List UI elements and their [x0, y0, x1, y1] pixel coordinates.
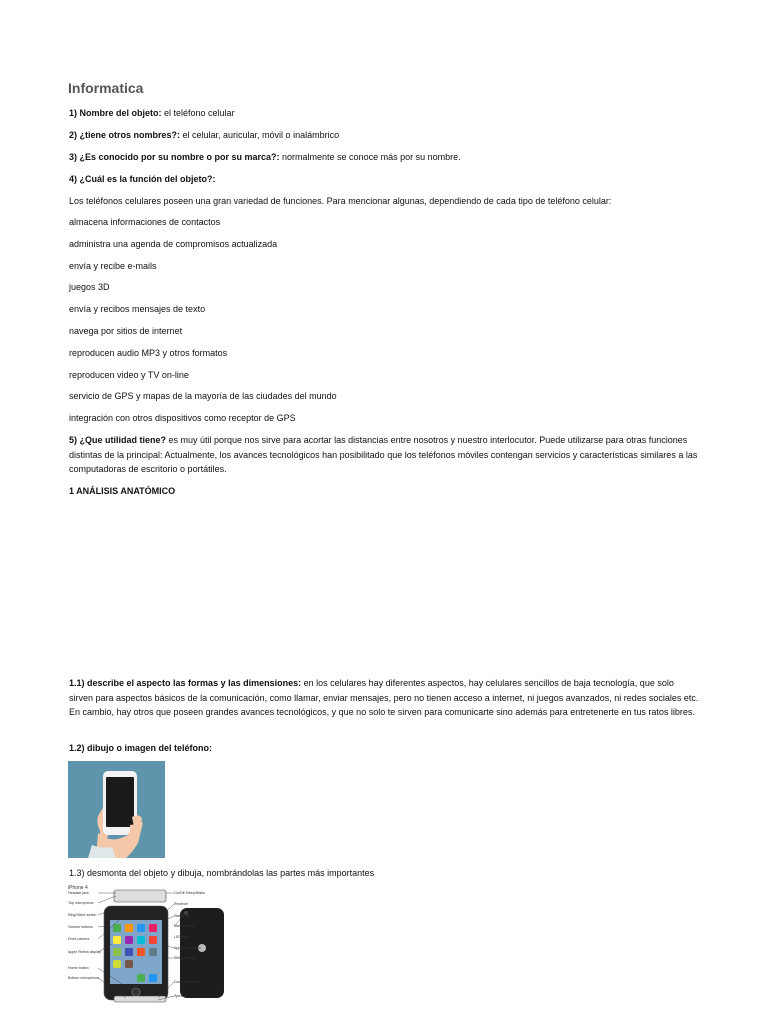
- section-1-1-text: en los celulares hay diferentes aspectos, hay celulares sencillos de baja tecnología, que solo sirven para aspectos básicos de la comunicación, como llamar, enviar mensajes, pero no tienen acceso a internet, ni juegos avanzados, ni redes sociales etc. En cambio, hay otros que poseen grandes avances tecnológicos, y que no solo te sirven para comunicarte sino además para entretenerte en tus ratos libres.: [69, 678, 699, 717]
- question-1-label: 1) Nombre del objeto:: [69, 108, 162, 118]
- diagram-label: Speaker: [174, 994, 188, 998]
- question-4-label: 4) ¿Cuál es la función del objeto?:: [69, 174, 216, 184]
- function-item: reproducen video y TV on-line: [69, 370, 189, 380]
- function-item: almacena informaciones de contactos: [69, 217, 221, 227]
- diagram-label: Volume buttons: [68, 925, 93, 929]
- question-3-label: 3) ¿Es conocido por su nombre o por su marca?:: [69, 152, 280, 162]
- question-1-text: el teléfono celular: [161, 108, 235, 118]
- question-2: [69, 128, 699, 143]
- question-5-label: 5) ¿Que utilidad tiene?: [69, 435, 167, 445]
- diagram-label: On/Off Sleep/Wake: [174, 891, 205, 895]
- function-item: reproducen audio MP3 y otros formatos: [69, 348, 228, 358]
- question-2-label: 2) ¿tiene otros nombres?:: [69, 130, 181, 140]
- section-1-1: [69, 676, 699, 720]
- diagram-label: Status bar: [174, 914, 191, 918]
- function-item: navega por sitios de internet: [69, 326, 183, 336]
- hand-phone-image: [68, 761, 165, 858]
- function-item: integración con otros dispositivos como receptor de GPS: [69, 413, 296, 423]
- diagram-heading: iPhone 4: [68, 885, 88, 891]
- question-3-text: normalmente se conoce más por su nombre.: [279, 152, 461, 162]
- function-item: juegos 3D: [69, 282, 110, 292]
- diagram-label: Application icons: [174, 946, 201, 950]
- question-4: [69, 172, 699, 187]
- diagram-label: Ring/Silent switch: [68, 913, 97, 917]
- question-5-text: es muy útil porque nos sirve para acortar las distancias entre nosotros y nuestro interlocutor. Puede utilizarse para otras funciones distintas de la principal: Actualmente, los avances tecnológicos han posibilitado que los teléfonos móviles contengan servicios y características similares a las computadoras de escritorio o portátiles.: [69, 435, 698, 474]
- diagram-label: Headset jack: [68, 891, 89, 895]
- section-1-1-label: 1.1) describe el aspecto las formas y las dimensiones:: [69, 678, 302, 688]
- question-5: [69, 433, 699, 477]
- diagram-label: Main camera: [174, 924, 195, 928]
- hand-phone-illustration: [68, 761, 165, 858]
- diagram-label: Top microphone: [68, 901, 94, 905]
- functions-intro: Los teléfonos celulares poseen una gran variedad de funciones. Para mencionar algunas, dependiendo de cada tipo de teléfono celular:: [69, 196, 612, 206]
- diagram-label: Home button: [68, 966, 89, 970]
- diagram-label: Apple Retina display: [68, 950, 101, 954]
- function-item: envía y recibos mensajes de texto: [69, 304, 206, 314]
- function-item: envía y recibe e-mails: [69, 261, 157, 271]
- section-heading: [69, 484, 699, 499]
- section-heading-text: 1 ANÁLISIS ANATÓMICO: [69, 486, 176, 496]
- section-1-3: 1.3) desmonta del objeto y dibuja, nombrándolas las partes más importantes: [69, 868, 375, 878]
- section-1-2: [69, 741, 699, 756]
- diagram-label: Receiver: [174, 902, 189, 906]
- diagram-label: LED flash: [174, 935, 190, 939]
- function-item: administra una agenda de compromisos actualizada: [69, 239, 278, 249]
- diagram-label: Dock connector: [174, 980, 199, 984]
- question-2-text: el celular, auricular, móvil o inalámbrico: [180, 130, 340, 140]
- document-title: Informatica: [68, 80, 144, 96]
- phone-anatomy-diagram: [68, 882, 228, 1006]
- diagram-label: Front camera: [68, 937, 90, 941]
- question-3: [69, 150, 699, 165]
- section-1-2-label: 1.2) dibujo o imagen del teléfono:: [69, 743, 213, 753]
- diagram-label: Bottom microphone: [68, 976, 100, 980]
- function-item: servicio de GPS y mapas de la mayoría de las ciudades del mundo: [69, 391, 337, 401]
- question-1: [69, 106, 699, 121]
- diagram-label: SIM card tray: [174, 956, 196, 960]
